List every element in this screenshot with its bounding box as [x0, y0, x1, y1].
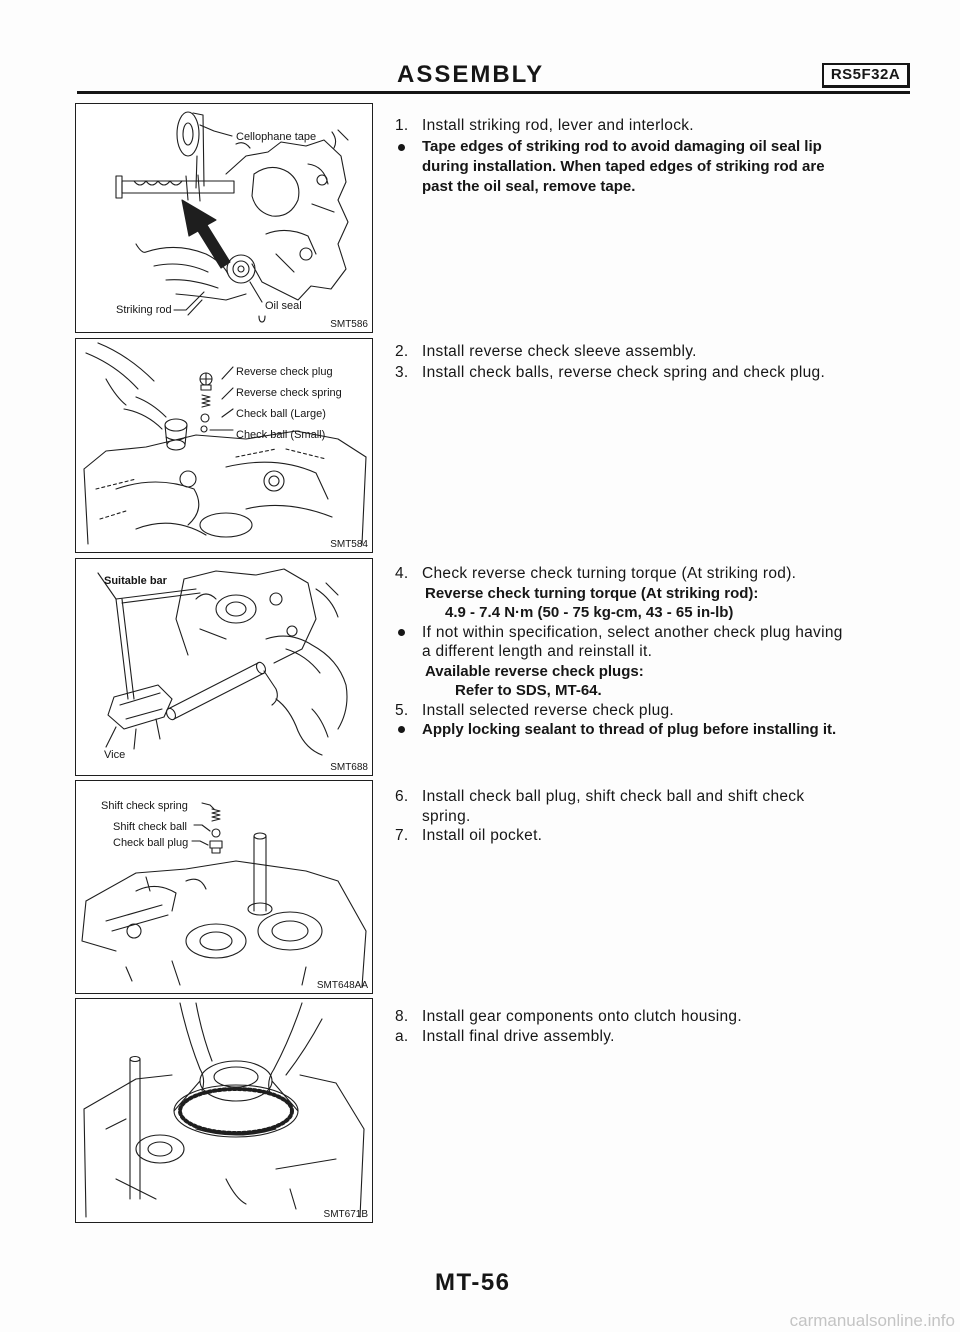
step-text: Check reverse check turning torque (At striking rod). [422, 565, 797, 582]
model-code-badge: RS5F32A [822, 63, 910, 88]
shift-check-illustration [76, 781, 371, 992]
hand-drawing [86, 343, 166, 429]
step-6-continued [395, 807, 935, 827]
step-number: 2. [395, 343, 409, 360]
note-line [395, 137, 935, 157]
note-text: Tape edges of striking rod to avoid damaging oil seal lip [422, 138, 822, 155]
reverse-check-plug-icon [200, 373, 212, 390]
figure-striking-rod [75, 103, 373, 333]
header-rule [77, 91, 910, 94]
check-ball-small-icon [201, 426, 207, 432]
note-line [395, 177, 935, 197]
step-text: Install striking rod, lever and interlock. [422, 117, 694, 134]
hands-drawing [180, 1003, 322, 1093]
note-text: If not within specification, select another check plug having [422, 623, 843, 641]
step-number: 5. [395, 701, 409, 719]
vice-drawing [108, 685, 172, 749]
figure-code: SMT671B [323, 1209, 368, 1220]
note-line [395, 623, 935, 643]
step-text: Install final drive assembly. [422, 1028, 615, 1045]
step-number: 4. [395, 565, 409, 582]
step-number: 6. [395, 788, 409, 805]
spec-label-line [395, 584, 935, 604]
plugs-label: Available reverse check plugs: [425, 662, 644, 680]
figure-shift-check [75, 780, 373, 994]
step-number: 3. [395, 364, 409, 381]
label-check-ball-plug: Check ball plug [113, 837, 189, 849]
step-number: a. [395, 1028, 409, 1045]
label-vice: Vice [104, 749, 126, 761]
instruction-block-3 [395, 564, 935, 740]
label-shift-check-spring: Shift check spring [101, 800, 188, 812]
step-8 [395, 1007, 935, 1027]
note-line [395, 642, 935, 662]
note-line [395, 157, 935, 177]
note-text: Apply locking sealant to thread of plug before installing it. [422, 721, 837, 738]
spec-label: Reverse check turning torque (At striking rod): [425, 584, 759, 602]
step-text: spring. [422, 807, 471, 825]
figure-code: SMT648AA [316, 980, 368, 991]
final-drive-assembly-drawing [174, 1061, 298, 1137]
hand-drawing [266, 583, 347, 755]
step-4 [395, 564, 935, 584]
figure-code: SMT586 [330, 319, 368, 330]
shift-check-spring-icon [212, 809, 220, 821]
label-shift-check-ball: Shift check ball [113, 821, 187, 833]
section-title: ASSEMBLY [397, 61, 545, 88]
note-text: past the oil seal, remove tape. [422, 178, 636, 195]
note-text: a different length and reinstall it. [422, 643, 653, 660]
label-oil-seal: Oil seal [265, 300, 302, 312]
instruction-block-1 [395, 115, 935, 197]
figure-final-drive [75, 998, 373, 1223]
label-reverse-check-spring: Reverse check spring [236, 387, 342, 399]
transmission-case-drawing [84, 431, 366, 544]
step-text: Install reverse check sleeve assembly. [422, 343, 697, 360]
spring-scale-drawing [165, 661, 278, 721]
plug-socket-drawing [165, 419, 187, 450]
figure-code: SMT688 [330, 762, 368, 773]
reverse-check-spring-icon [202, 395, 210, 407]
suitable-bar-drawing [116, 589, 200, 699]
oil-seal-drawing [227, 255, 255, 283]
spec-value-line [395, 603, 935, 623]
step-5 [395, 701, 935, 721]
figure-code: SMT584 [330, 539, 368, 550]
instruction-block-5 [395, 1007, 935, 1047]
hand-drawing [136, 244, 246, 300]
step-number: 7. [395, 827, 409, 844]
figure-torque-check [75, 558, 373, 776]
plugs-ref-line [395, 681, 935, 701]
shift-rod-drawing [248, 833, 272, 915]
instruction-block-4 [395, 787, 935, 846]
arrow-icon [182, 200, 230, 268]
spec-value: 4.9 - 7.4 N·m (50 - 75 kg-cm, 43 - 65 in-lb) [445, 604, 734, 621]
step-text: Install oil pocket. [422, 827, 543, 844]
step-number: 8. [395, 1008, 409, 1025]
bullet-icon [398, 726, 405, 733]
page-number: MT-56 [435, 1269, 511, 1296]
step-text: Install selected reverse check plug. [422, 701, 675, 719]
transmission-case-drawing [82, 861, 366, 987]
step-text: Install check balls, reverse check spring and check plug. [422, 364, 826, 381]
bullet-icon [398, 629, 405, 636]
leader-lines [192, 803, 214, 845]
check-ball-large-icon [201, 414, 209, 422]
step-a [395, 1027, 935, 1047]
label-striking-rod: Striking rod [116, 304, 172, 316]
note-text: during installation. When taped edges of striking rod are [422, 158, 825, 175]
label-cellophane-tape: Cellophane tape [236, 131, 317, 143]
figure-reverse-check [75, 338, 373, 553]
striking-rod-drawing [116, 175, 234, 201]
bullet-icon [398, 144, 405, 151]
step-3 [395, 362, 935, 383]
label-reverse-check-plug: Reverse check plug [236, 366, 333, 378]
leader-lines [210, 367, 233, 430]
instruction-block-2 [395, 341, 935, 383]
transmission-case-drawing [176, 569, 316, 663]
torque-check-illustration [76, 559, 371, 774]
striking-rod-illustration [76, 104, 371, 331]
plugs-reference: Refer to SDS, MT-64. [455, 682, 602, 699]
step-1 [395, 115, 935, 137]
check-ball-plug-icon [210, 841, 222, 853]
leader-lines [98, 573, 116, 747]
watermark: carmanualsonline.info [789, 1311, 955, 1330]
step-6 [395, 787, 935, 807]
shift-check-ball-icon [212, 829, 220, 837]
transmission-case-drawing [226, 130, 348, 300]
final-drive-illustration [76, 999, 371, 1221]
step-7 [395, 826, 935, 846]
plugs-label-line [395, 662, 935, 682]
step-text: Install check ball plug, shift check ball and shift check [422, 788, 805, 805]
tape-roll-drawing [177, 112, 204, 188]
label-check-ball-large: Check ball (Large) [236, 408, 326, 420]
step-text: Install gear components onto clutch housing. [422, 1008, 742, 1025]
step-number: 1. [395, 117, 409, 134]
note-line [395, 720, 935, 740]
step-2 [395, 341, 935, 362]
label-suitable-bar: Suitable bar [104, 575, 167, 587]
label-check-ball-small: Check ball (Small) [236, 429, 326, 441]
